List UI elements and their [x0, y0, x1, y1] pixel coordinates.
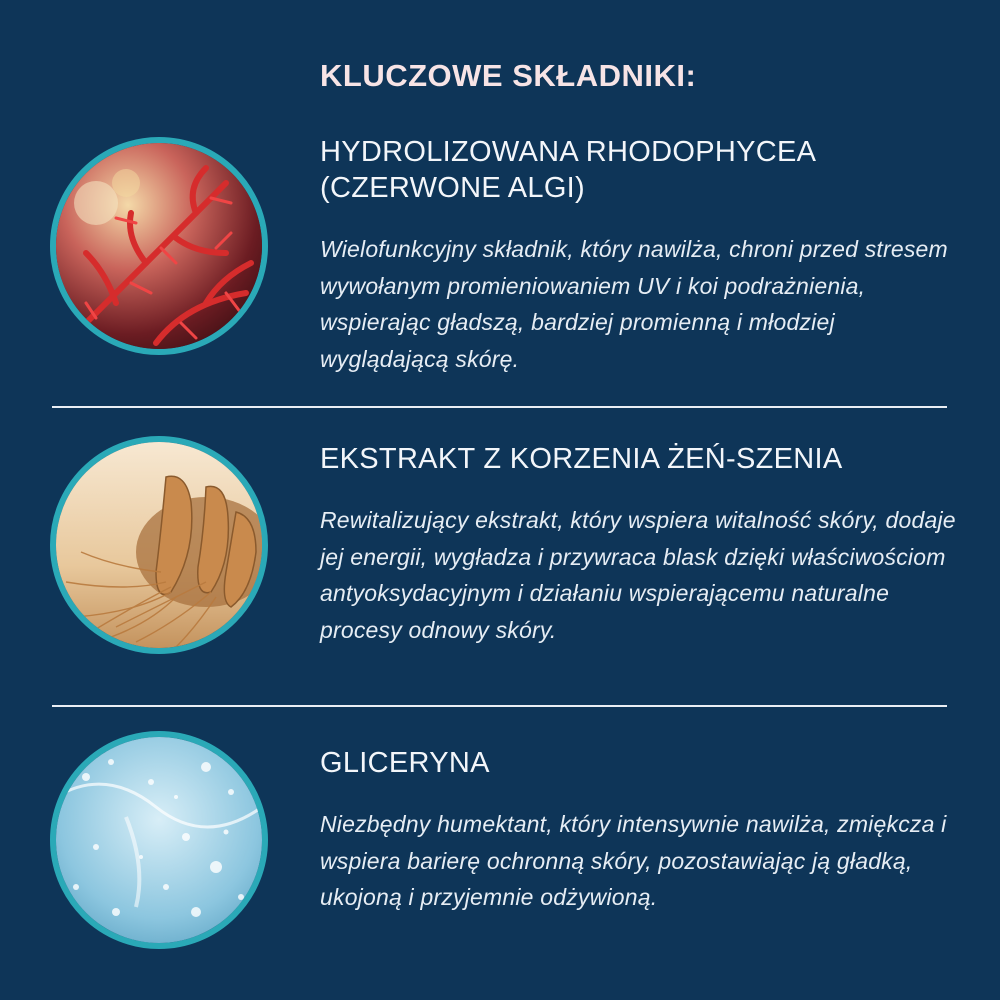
- ingredient-description-ginseng: Rewitalizujący ekstrakt, który wspiera witalność skóry, dodaje jej energii, wygładza i przywraca blask dzięki właściwościom antyoksydacyjnym i działaniu wspierającemu naturalne procesy odnowy skóry.: [320, 507, 956, 643]
- ingredient-description-red-algae: Wielofunkcyjny składnik, który nawilża, chroni przed stresem wywołanym promieniowaniem UV i koi podrażnienia, wspierając gładszą, bardziej promienną i młodziej wyglądającą skórę.: [320, 236, 948, 372]
- page-title: KLUCZOWE SKŁADNIKI:: [320, 58, 697, 93]
- ingredient-heading-glycerin: GLICERYNA: [320, 747, 490, 779]
- red-algae-image: [50, 137, 268, 355]
- ingredient-heading-ginseng: EKSTRAKT Z KORZENIA ŻEŃ-SZENIA: [320, 443, 843, 475]
- section-divider: [52, 705, 947, 707]
- ingredient-description-glycerin: Niezbędny humektant, który intensywnie nawilża, zmiękcza i wspiera barierę ochronną skóry, pozostawiając ją gładką, ukojoną i przyjemnie odżywioną.: [320, 811, 947, 910]
- ginseng-root-image: [50, 436, 268, 654]
- glycerin-gel-image: [50, 731, 268, 949]
- ingredient-heading-red-algae: HYDROLIZOWANA RHODOPHYCEA (CZERWONE ALGI): [320, 136, 815, 204]
- section-divider: [52, 406, 947, 408]
